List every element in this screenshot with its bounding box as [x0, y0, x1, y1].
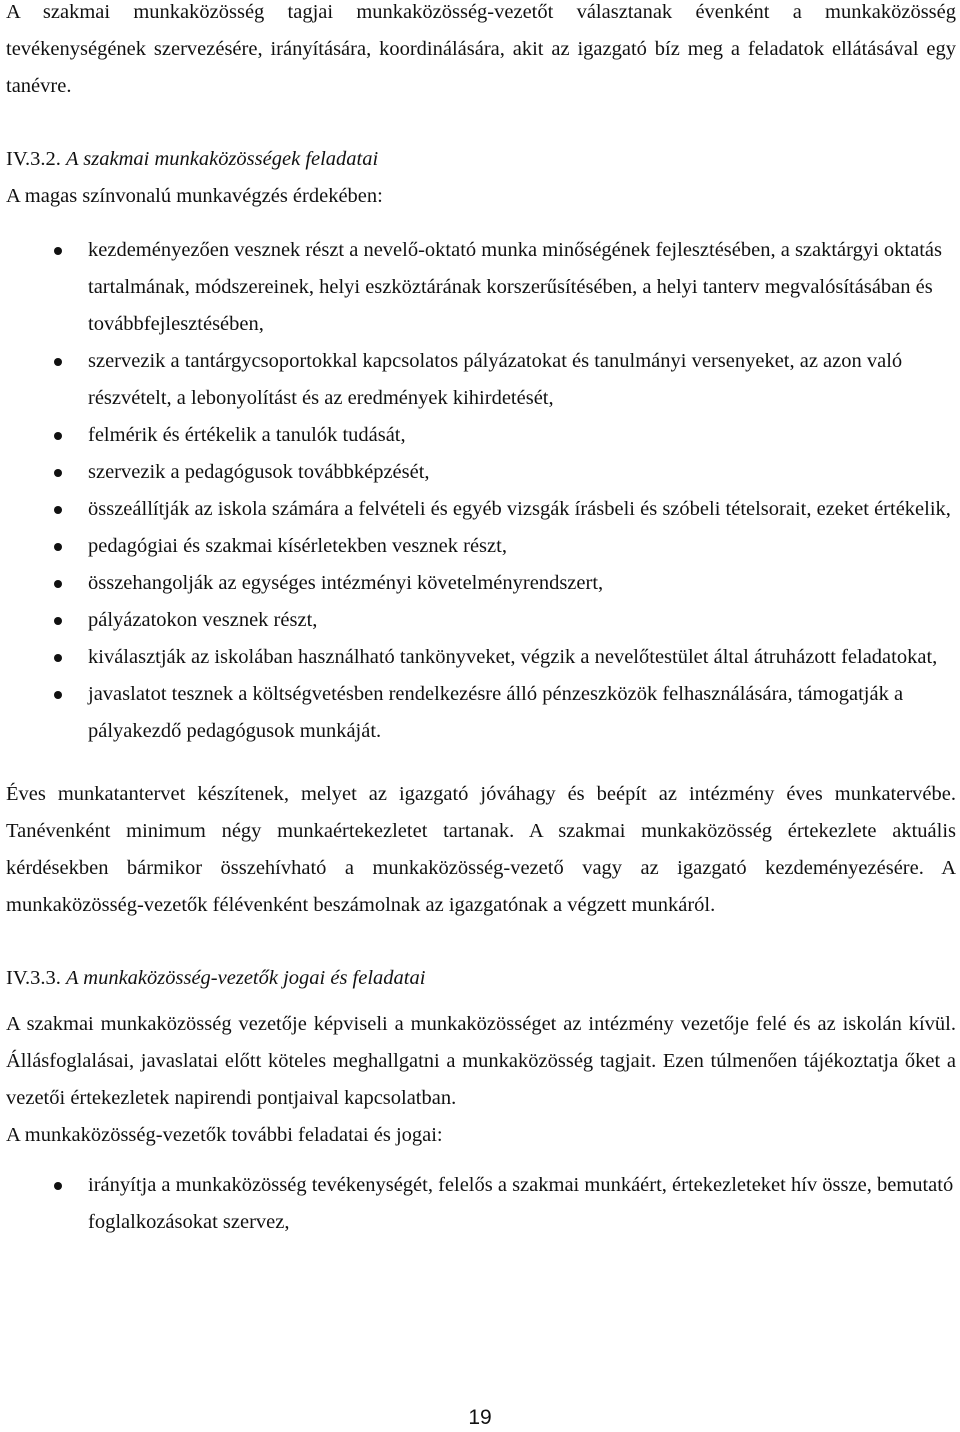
- leader-task-list: [6, 1167, 956, 1241]
- list-item: összeállítják az iskola számára a felvételi és egyéb vizsgák írásbeli és szóbeli tételsorait, ezeket értékelik,: [6, 491, 956, 528]
- section-number: IV.3.2.: [6, 148, 61, 170]
- bullet-icon: [54, 617, 62, 625]
- section-heading-iv-3-2: [6, 141, 956, 178]
- bullet-icon: [54, 580, 62, 588]
- bullet-icon: [54, 358, 62, 366]
- leader-paragraph: A szakmai munkaközösség vezetője képviseli a munkaközösséget az intézmény vezetője felé és az iskolán kívül. Állásfoglalásai, javaslatai előtt köteles meghallgatni a munkaközösség tagjait. Ezen túlmenően tájékoztatja őket a vezetői értekezletek napirendi pontjaival kapcsolatban.: [6, 1013, 956, 1109]
- section-number: IV.3.3.: [6, 967, 61, 989]
- bullet-icon: [54, 432, 62, 440]
- section-lead: A magas színvonalú munkavégzés érdekében:: [6, 185, 383, 207]
- page-number: 19: [468, 1406, 492, 1429]
- list-item: összehangolják az egységes intézményi követelményrendszert,: [6, 565, 956, 602]
- section-lead: A munkaközösség-vezetők további feladatai és jogai:: [6, 1124, 443, 1146]
- bullet-icon: [54, 1182, 62, 1190]
- list-item: pályázatokon vesznek részt,: [6, 602, 956, 639]
- list-item: kiválasztják az iskolában használható tankönyveket, végzik a nevelőtestület által átruházott feladatokat,: [6, 639, 956, 676]
- bullet-icon: [54, 469, 62, 477]
- list-item: irányítja a munkaközösség tevékenységét, felelős a szakmai munkáért, értekezleteket hív össze, bemutató foglalkozásokat szervez,: [6, 1167, 956, 1241]
- section-title: A munkaközösség-vezetők jogai és feladatai: [66, 967, 426, 989]
- bullet-icon: [54, 247, 62, 255]
- section-title: A szakmai munkaközösségek feladatai: [66, 148, 379, 170]
- list-item: pedagógiai és szakmai kísérletekben vesznek részt,: [6, 528, 956, 565]
- document-page: [6, 0, 956, 1241]
- section-heading-iv-3-3: [6, 960, 956, 997]
- list-item: felmérik és értékelik a tanulók tudását,: [6, 417, 956, 454]
- intro-paragraph: A szakmai munkaközösség tagjai munkaközösség-vezetőt választanak évenként a munkaközösség tevékenységének szervezésére, irányítására, koordinálására, akit az igazgató bíz meg a feladatok ellátásával egy tanévre.: [6, 1, 956, 97]
- bullet-icon: [54, 543, 62, 551]
- list-item: szervezik a pedagógusok továbbképzését,: [6, 454, 956, 491]
- bullet-icon: [54, 506, 62, 514]
- bullet-icon: [54, 654, 62, 662]
- closing-paragraph: Éves munkatantervet készítenek, melyet az igazgató jóváhagy és beépít az intézmény éves munkatervébe. Tanévenként minimum négy munkaértekezletet tartanak. A szakmai munkaközösség értekezlete aktuális kérdésekben bármikor összehívható a munkaközösség-vezető vagy az igazgató kezdeményezésére. A munkaközösség-vezetők félévenként beszámolnak az igazgatónak a végzett munkáról.: [6, 783, 956, 916]
- list-item: javaslatot tesznek a költségvetésben rendelkezésre álló pénzeszközök felhasználására, támogatják a pályakezdő pedagógusok munkáját.: [6, 676, 956, 750]
- list-item: szervezik a tantárgycsoportokkal kapcsolatos pályázatokat és tanulmányi versenyeket, az azon való részvételt, a lebonyolítást és az eredmények kihirdetését,: [6, 343, 956, 417]
- list-item: kezdeményezően vesznek részt a nevelő-oktató munka minőségének fejlesztésében, a szaktárgyi oktatás tartalmának, módszereinek, helyi eszköztárának korszerűsítésében, a helyi tanterv megvalósításában és továbbfejlesztésében,: [6, 232, 956, 343]
- task-list: [6, 232, 956, 750]
- bullet-icon: [54, 691, 62, 699]
